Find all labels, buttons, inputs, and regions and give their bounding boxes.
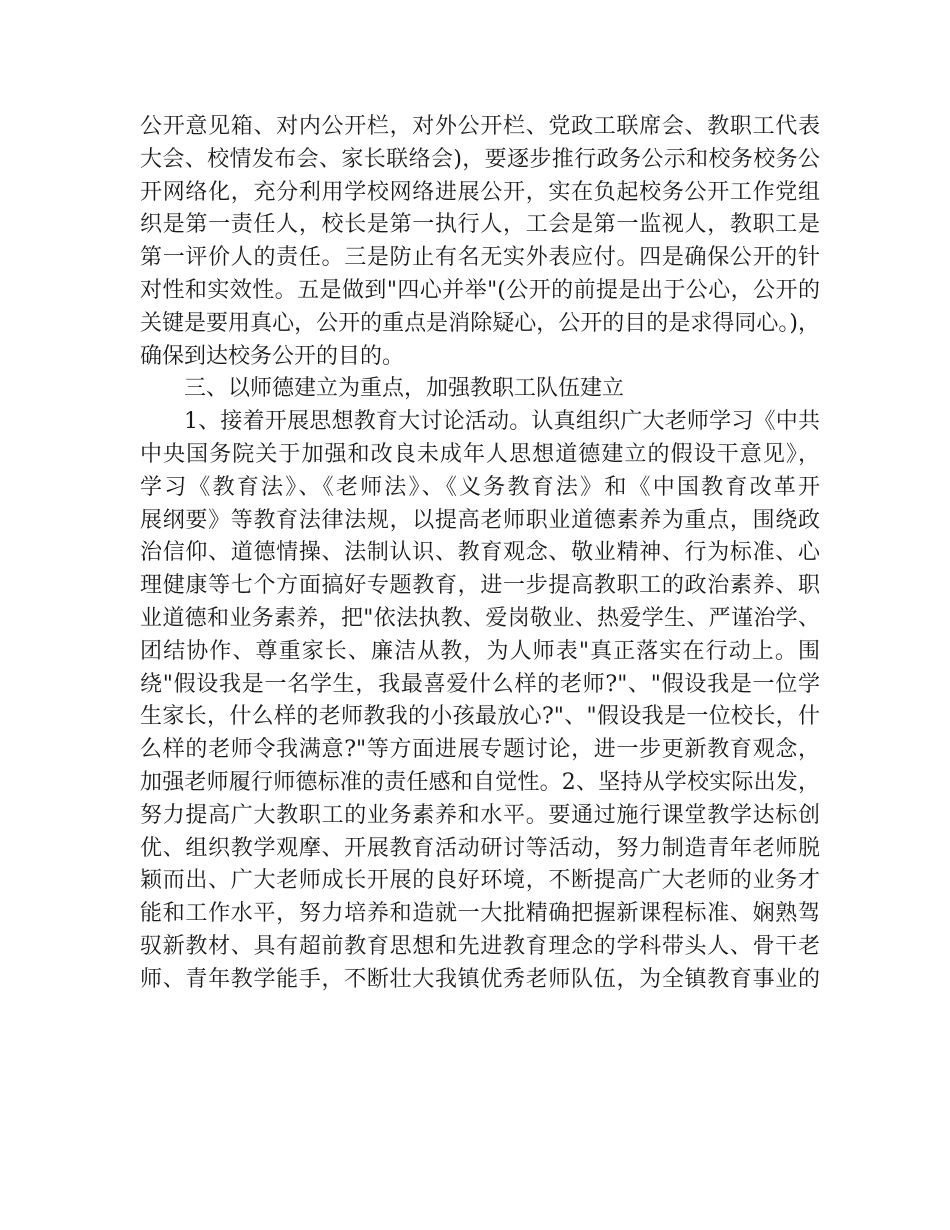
text-line: 业道德和业务素养，把"依法执教、爱岗敬业、热爱学生、严谨治学、 [140,605,820,631]
text-line: 加强老师履行师德标准的责任感和自觉性。2、坚持从学校实际出发， [140,769,820,795]
text-line: 大会、校情发布会、家长联络会)，要逐步推行政务公示和校务校务公 [140,146,820,172]
text-line: 公开意见箱、对内公开栏，对外公开栏、党政工联席会、教职工代表 [140,114,820,139]
text-line: 么样的老师令我满意?"等方面进展专题讨论，进一步更新教育观念， [140,737,820,763]
text-line: 努力提高广大教职工的业务素养和水平。要通过施行课堂教学达标创 [140,802,820,828]
text-line: 三、以师德建立为重点，加强教职工队伍建立 [184,376,625,402]
text-line: 展纲要》等教育法律法规，以提高老师职业道德素养为重点，围绕政 [140,507,820,533]
text-line: 确保到达校务公开的目的。 [140,343,405,369]
text-line: 绕"假设我是一名学生，我最喜爱什么样的老师?"、"假设我是一位学 [140,671,820,697]
text-line: 理健康等七个方面搞好专题教育，进一步提高教职工的政治素养、职 [140,573,820,599]
text-line: 生家长，什么样的老师教我的小孩最放心?"、"假设我是一位校长，什 [140,704,820,730]
text-line: 第一评价人的责任。三是防止有名无实外表应付。四是确保公开的针 [140,245,820,271]
body-text [140,111,820,997]
text-line: 驭新教材、具有超前教育思想和先进教育理念的学科带头人、骨干老 [140,933,820,959]
text-line: 学习《教育法》、《老师法》、《义务教育法》和《中国教育改革开 [140,474,820,500]
text-line: 能和工作水平，努力培养和造就一大批精确把握新课程标准、娴熟驾 [140,901,820,927]
text-line: 织是第一责任人，校长是第一执行人，工会是第一监视人，教职工是 [140,212,820,238]
text-line: 1、接着开展思想教育大讨论活动。认真组织广大老师学习《中共 [184,409,820,435]
text-line: 团结协作、尊重家长、廉洁从教，为人师表"真正落实在行动上。围 [140,638,820,664]
text-line: 对性和实效性。五是做到"四心并举"(公开的前提是出于公心，公开的 [140,277,820,303]
text-line: 关键是要用真心，公开的重点是消除疑心，公开的目的是求得同心。)， [140,310,820,336]
text-line: 开网络化，充分利用学校网络进展公开，实在负起校务公开工作党组 [140,179,820,205]
text-line: 师、青年教学能手，不断壮大我镇优秀老师队伍，为全镇教育事业的 [140,966,820,992]
text-line: 颖而出、广大老师成长开展的良好环境，不断提高广大老师的业务才 [140,868,820,894]
text-line: 治信仰、道德情操、法制认识、教育观念、敬业精神、行为标准、心 [140,540,820,566]
text-line: 优、组织教学观摩、开展教育活动研讨等活动，努力制造青年老师脱 [140,835,820,861]
text-line: 中央国务院关于加强和改良未成年人思想道德建立的假设干意见》， [140,441,820,467]
